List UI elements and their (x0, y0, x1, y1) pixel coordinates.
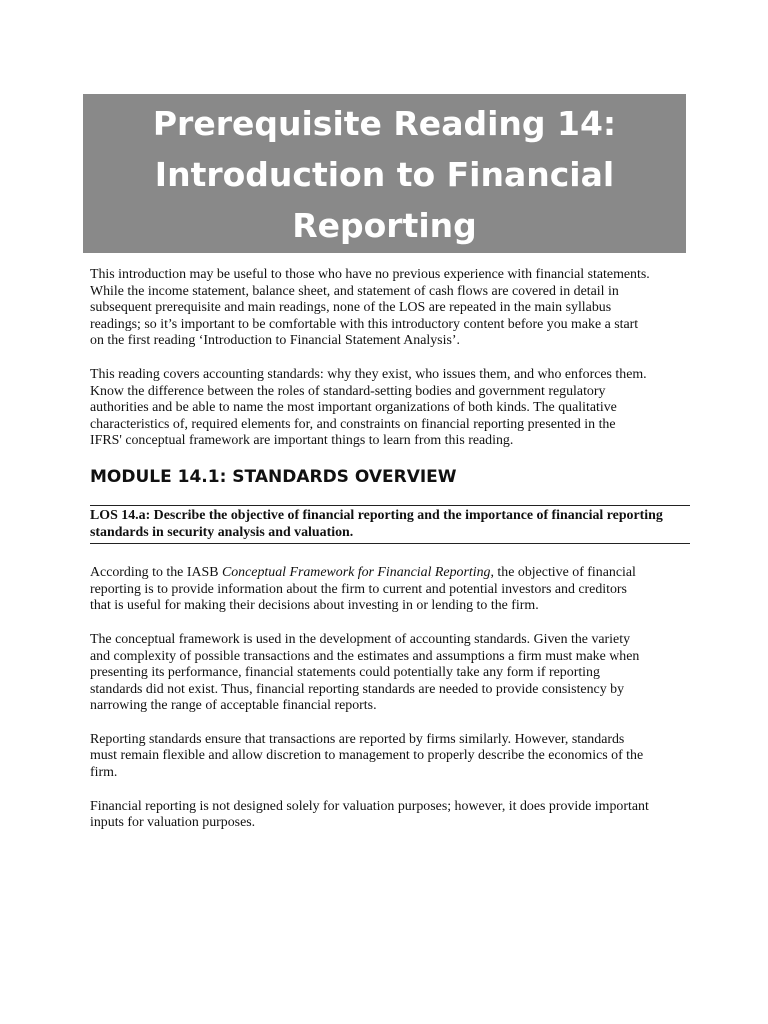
module-heading: MODULE 14.1: STANDARDS OVERVIEW (90, 466, 457, 487)
text-line: and complexity of possible transactions and the estimates and assumptions a firm must make when (90, 648, 640, 664)
text-line: narrowing the range of acceptable financial reports. (90, 698, 377, 714)
page-title-line-1: Prerequisite Reading 14: (152, 104, 617, 143)
text-line: reporting is to provide information about the firm to current and potential investors and creditors (90, 581, 627, 597)
text-line: While the income statement, balance sheet, and statement of cash flows are covered in detail in (90, 283, 619, 299)
los-statement (90, 505, 690, 544)
text-line: The conceptual framework is used in the development of accounting standards. Given the variety (90, 631, 631, 647)
page-title-line-2: Introduction to Financial (154, 155, 615, 194)
text-line: This introduction may be useful to those who have no previous experience with financial statements. (90, 267, 650, 282)
text-line (90, 565, 680, 582)
body-paragraph-1 (90, 565, 680, 615)
text-line: inputs for valuation purposes. (90, 815, 256, 831)
title-banner (83, 94, 686, 253)
text-line: firm. (90, 765, 118, 781)
text-run: According to the IASB (90, 565, 222, 581)
text-line: subsequent prerequisite and main readings, none of the LOS are repeated in the main syllabus (90, 300, 612, 316)
intro-paragraph-2 (90, 367, 680, 450)
text-line: authorities and be able to name the most important organizations of both kinds. The qualitative (90, 400, 617, 416)
text-line: standards did not exist. Thus, financial reporting standards are needed to provide consistency by (90, 681, 625, 697)
text-line: must remain flexible and allow discretion to management to properly describe the economics of the (90, 748, 644, 764)
text-line: This reading covers accounting standards: why they exist, who issues them, and who enforces them. (90, 366, 647, 382)
text-run: , the objective of financial (490, 565, 636, 581)
text-line: Reporting standards ensure that transactions are reported by firms similarly. However, standards (90, 731, 625, 747)
text-line: presenting its performance, financial statements could potentially take any form if reporting (90, 665, 600, 681)
los-line: standards in security analysis and valuation. (90, 524, 354, 540)
text-line: characteristics of, required elements for, and constraints on financial reporting presented in the (90, 416, 616, 432)
intro-paragraph-1 (90, 267, 680, 350)
body-paragraph-3 (90, 732, 680, 782)
text-line: that is useful for making their decisions about investing in or lending to the firm. (90, 598, 539, 614)
document-content (90, 267, 680, 849)
text-line: IFRS' conceptual framework are important things to learn from this reading. (90, 433, 514, 449)
text-line: on the first reading ‘Introduction to Financial Statement Analysis’. (90, 333, 460, 349)
body-paragraph-2 (90, 632, 680, 715)
text-line: readings; so it’s important to be comfortable with this introductory content before you make a start (90, 316, 639, 332)
page-title-line-3: Reporting (292, 206, 477, 245)
body-paragraph-4 (90, 799, 680, 832)
los-line: LOS 14.a: Describe the objective of financial reporting and the importance of financial reporting (90, 507, 663, 523)
framework-title: Conceptual Framework for Financial Reporting (221, 565, 491, 581)
text-line: Know the difference between the roles of standard-setting bodies and government regulatory (90, 383, 606, 399)
text-line: Financial reporting is not designed solely for valuation purposes; however, it does provide important (90, 798, 649, 814)
